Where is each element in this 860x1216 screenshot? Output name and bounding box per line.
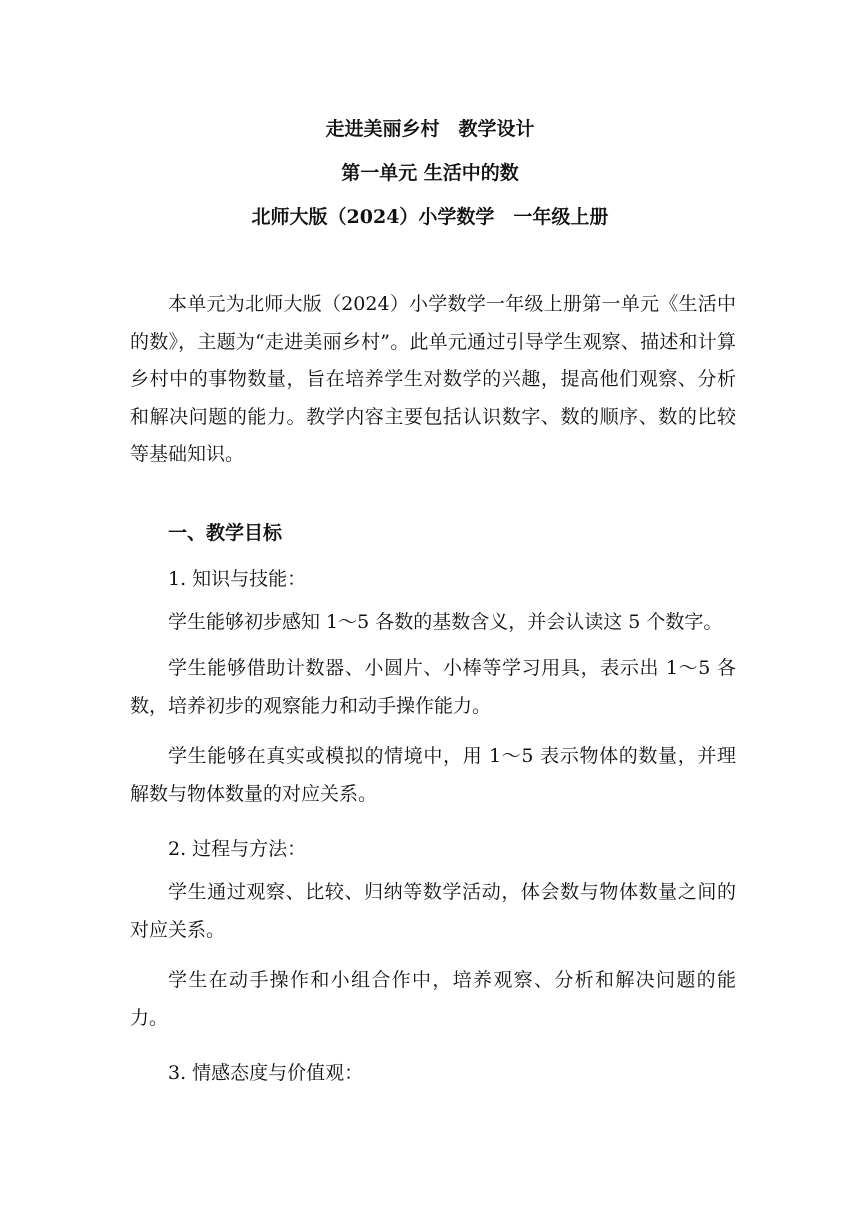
unit-title: 第一单元 生活中的数 <box>341 162 519 184</box>
goal-paragraph: 学生在动手操作和小组合作中，培养观察、分析和解决问题的能力。 <box>130 969 736 1029</box>
goal-paragraph: 学生能够借助计数器、小圆片、小棒等学习用具，表示出 1～5 各数，培养初步的观察能力和动手操作能力。 <box>130 657 736 717</box>
section-heading-goals: 一、教学目标 <box>168 522 283 544</box>
document-title: 走进美丽乡村 教学设计 <box>325 118 535 140</box>
subheading-knowledge-skills: 1. 知识与技能： <box>168 568 307 590</box>
subheading-process-methods: 2. 过程与方法： <box>168 838 307 860</box>
subheading-attitudes-values: 3. 情感态度与价值观： <box>168 1062 364 1084</box>
goal-paragraph: 学生能够在真实或模拟的情境中，用 1～5 表示物体的数量，并理解数与物体数量的对应关系。 <box>130 745 736 805</box>
goal-paragraph: 学生能够初步感知 1～5 各数的基数含义，并会认读这 5 个数字。 <box>168 611 723 633</box>
intro-paragraph: 本单元为北师大版（2024）小学数学一年级上册第一单元《生活中的数》，主题为“走进美丽乡村”。此单元通过引导学生观察、描述和计算乡村中的事物数量，旨在培养学生对数学的兴趣，提高他们观察、分析和解决问题的能力。教学内容主要包括认识数字、数的顺序、数的比较等基础知识。 <box>130 293 736 465</box>
edition-title: 北师大版（2024）小学数学 一年级上册 <box>251 206 609 228</box>
goal-paragraph: 学生通过观察、比较、归纳等数学活动，体会数与物体数量之间的对应关系。 <box>130 881 736 941</box>
